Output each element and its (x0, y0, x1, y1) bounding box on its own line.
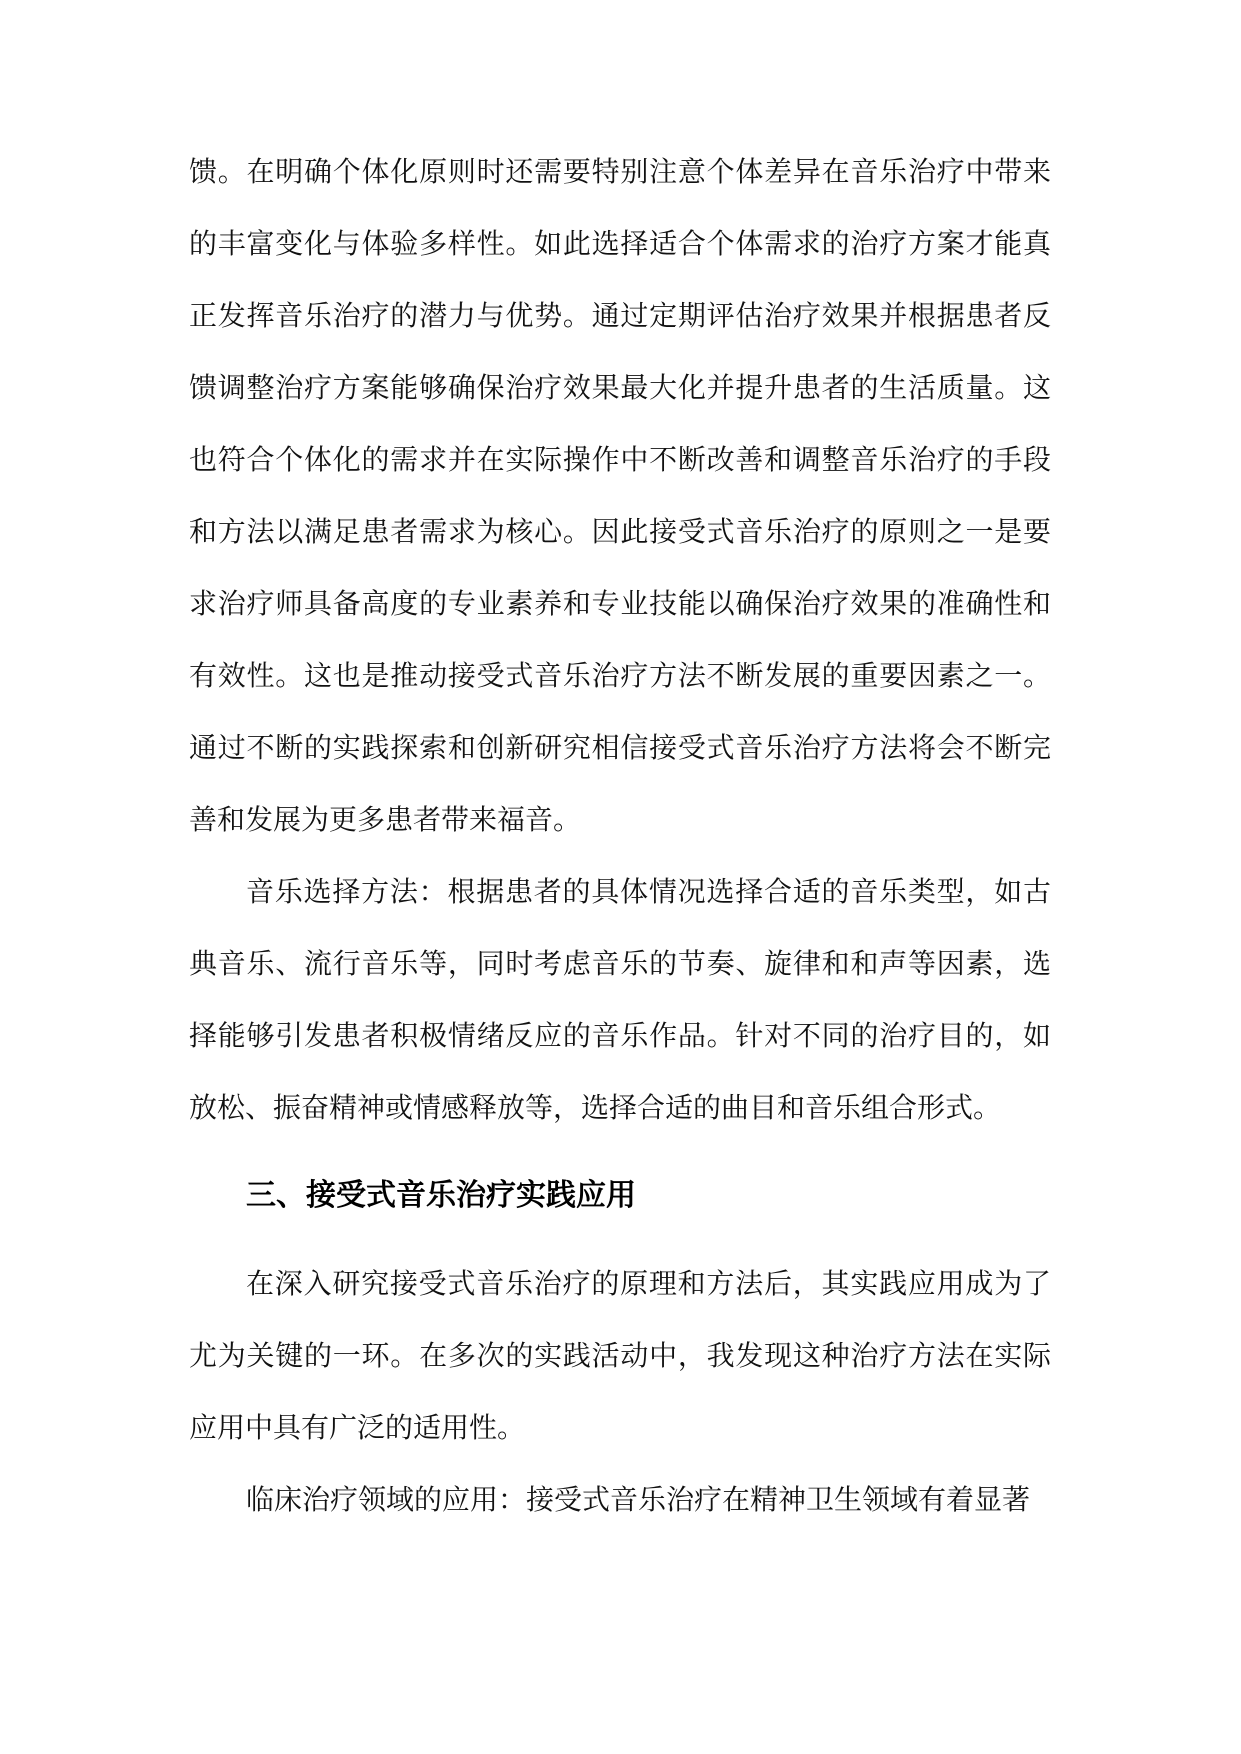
body-paragraph: 在深入研究接受式音乐治疗的原理和方法后，其实践应用成为了尤为关键的一环。在多次的实践活动中，我发现这种治疗方法在实际应用中具有广泛的适用性。 (189, 1267, 1051, 1444)
body-paragraph: 音乐选择方法：根据患者的具体情况选择合适的音乐类型，如古典音乐、流行音乐等，同时考虑音乐的节奏、旋律和和声等因素，选择能够引发患者积极情绪反应的音乐作品。针对不同的治疗目的，如放松、振奋精神或情感释放等，选择合适的曲目和音乐组合形式。 (189, 875, 1051, 1124)
section-heading: 三、接受式音乐治疗实践应用 (246, 1178, 636, 1213)
document-body (189, 136, 1051, 1536)
body-paragraph: 临床治疗领域的应用：接受式音乐治疗在精神卫生领域有着显著 (246, 1483, 1031, 1516)
body-paragraph: 馈。在明确个体化原则时还需要特别注意个体差异在音乐治疗中带来的丰富变化与体验多样性。如此选择适合个体需求的治疗方案才能真正发挥音乐治疗的潜力与优势。通过定期评估治疗效果并根据患者反馈调整治疗方案能够确保治疗效果最大化并提升患者的生活质量。这也符合个体化的需求并在实际操作中不断改善和调整音乐治疗的手段和方法以满足患者需求为核心。因此接受式音乐治疗的原则之一是要求治疗师具备高度的专业素养和专业技能以确保治疗效果的准确性和有效性。这也是推动接受式音乐治疗方法不断发展的重要因素之一。通过不断的实践探索和创新研究相信接受式音乐治疗方法将会不断完善和发展为更多患者带来福音。 (189, 155, 1051, 836)
section-heading-block (189, 1144, 1051, 1248)
